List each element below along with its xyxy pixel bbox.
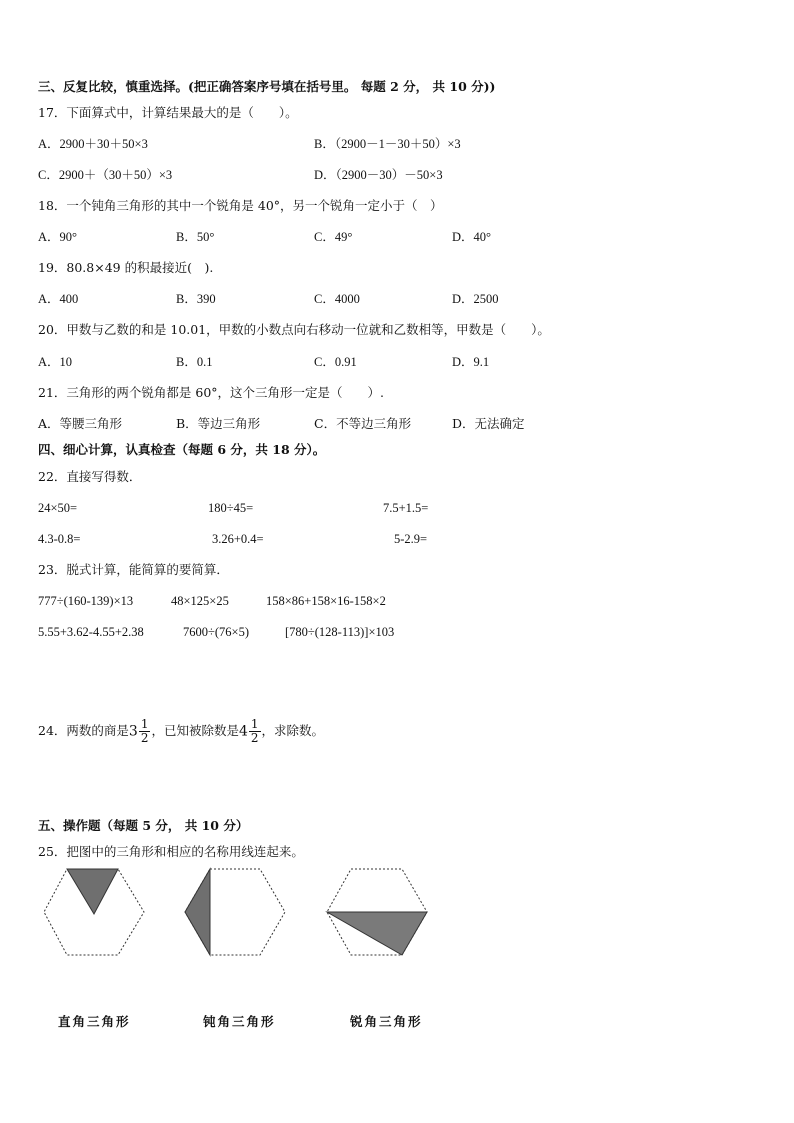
hexagon-figure-2 — [180, 866, 290, 958]
q23-expr: 158×86+158×16-158×2 — [266, 594, 386, 608]
q18-option-d: D．40° — [452, 230, 492, 244]
fraction-denominator: 2 — [250, 731, 259, 745]
q17-option-a: A．2900＋30＋50×3 — [38, 137, 148, 151]
q17-option-c: C．2900＋（30＋50）×3 — [38, 168, 173, 182]
q19-option-b: B．390 — [176, 292, 216, 306]
q24-text-pre: 24．两数的商是 — [38, 723, 129, 738]
q19-stem: 19．80.8×49 的积最接近( ). — [38, 260, 214, 275]
q22-expr: 5-2.9= — [394, 532, 428, 546]
q23-expr: 5.55+3.62-4.55+2.38 — [38, 625, 144, 639]
q17-option-b: B．（2900－1－30＋50）×3 — [314, 137, 461, 151]
q24-stem — [38, 712, 324, 751]
fraction-denominator: 2 — [140, 731, 149, 745]
q21-option-a: A．等腰三角形 — [38, 416, 123, 431]
q17-stem: 17．下面算式中，计算结果最大的是（ ）。 — [38, 105, 298, 120]
fraction-numerator: 1 — [140, 717, 149, 731]
q17-option-d: D．（2900－30）－50×3 — [314, 168, 443, 182]
shaded-triangle — [327, 912, 427, 955]
q18-option-a: A．90° — [38, 230, 78, 244]
q18-option-c: C．49° — [314, 230, 353, 244]
section-5-header: 五、操作题（每题 5 分， 共 10 分） — [38, 818, 249, 833]
q25-stem: 25．把图中的三角形和相应的名称用线连起来。 — [38, 844, 304, 859]
fraction — [249, 718, 261, 745]
mixed-number-whole: 3 — [128, 723, 138, 740]
q20-option-d: D．9.1 — [452, 355, 490, 369]
q20-stem: 20．甲数与乙数的和是 10.01，甲数的小数点向右移动一位就和乙数相等，甲数是（ ）。 — [38, 322, 550, 337]
q23-expr: 48×125×25 — [171, 594, 229, 608]
q22-expr: 7.5+1.5= — [383, 501, 429, 515]
q19-option-a: A．400 — [38, 292, 79, 306]
q19-option-d: D．2500 — [452, 292, 499, 306]
q22-stem: 22．直接写得数． — [38, 469, 142, 484]
q20-option-a: A．10 — [38, 355, 73, 369]
q20-option-b: B．0.1 — [176, 355, 213, 369]
q21-option-c: C．不等边三角形 — [314, 416, 412, 431]
q21-option-b: B．等边三角形 — [176, 416, 261, 431]
shaded-triangle — [67, 869, 118, 914]
hexagon-figure-1 — [40, 866, 150, 958]
q20-option-c: C．0.91 — [314, 355, 357, 369]
shaded-triangle — [185, 869, 210, 955]
q21-stem: 21．三角形的两个锐角都是 60°，这个三角形一定是（ ）. — [38, 385, 385, 400]
q21-option-d: D．无法确定 — [452, 416, 525, 431]
q22-expr: 24×50= — [38, 501, 78, 515]
q23-expr: [780÷(128-113)]×103 — [285, 625, 395, 639]
section-4-header: 四、细心计算，认真检查（每题 6 分，共 18 分）。 — [38, 442, 326, 457]
label-acute-triangle: 锐角三角形 — [350, 1014, 423, 1029]
q18-option-b: B．50° — [176, 230, 215, 244]
hexagon-figure-3 — [322, 866, 432, 958]
q22-expr: 180÷45= — [208, 501, 254, 515]
fraction — [139, 718, 151, 745]
q22-expr: 3.26+0.4= — [212, 532, 264, 546]
q24-text-post: ，求除数。 — [261, 723, 325, 738]
q23-stem: 23．脱式计算，能简算的要简算． — [38, 562, 229, 577]
section-3-header: 三、反复比较，慎重选择。(把正确答案序号填在括号里。 每题 2 分， 共 10 分)) — [38, 79, 496, 94]
q23-expr: 7600÷(76×5) — [183, 625, 249, 639]
fraction-numerator: 1 — [250, 717, 259, 731]
q23-expr: 777÷(160-139)×13 — [38, 594, 134, 608]
q24-text-mid: ，已知被除数是 — [151, 723, 239, 738]
q18-stem: 18．一个钝角三角形的其中一个锐角是 40°，另一个锐角一定小于（ ） — [38, 198, 443, 213]
label-right-triangle: 直角三角形 — [58, 1014, 131, 1029]
q22-expr: 4.3-0.8= — [38, 532, 81, 546]
label-obtuse-triangle: 钝角三角形 — [203, 1014, 276, 1029]
mixed-number-whole: 4 — [238, 723, 248, 740]
q19-option-c: C．4000 — [314, 292, 360, 306]
